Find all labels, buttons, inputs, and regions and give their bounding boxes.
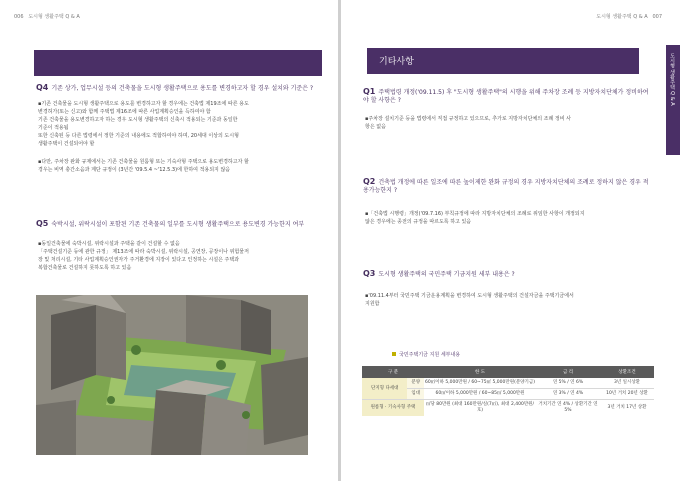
left-running-header <box>14 13 80 20</box>
table-header-cell: 한 도 <box>424 366 536 378</box>
q5-answer-line: 장 및 처리시설, 기타 사업계획승인권자가 주거환경에 지장이 있다고 인정하는 시설은 주택과 <box>38 257 240 263</box>
table-title-text: 국민주택기금 지원 세부내용 <box>399 352 461 358</box>
q4-answer-line: 기존 건축물을 용도변경하고자 하는 경우 도시형 생활주택의 신축시 적용되는 기준과 동일한 <box>38 117 238 123</box>
left-header-band <box>34 50 322 76</box>
section-header-band <box>367 48 639 74</box>
q5-answer-line: ▪동일건축물에 숙박시설, 위락시설과 주택을 같이 건설할 수 없음 <box>38 241 180 247</box>
table-cell: 3년 일시상환 <box>600 378 654 389</box>
q3-question-text: 도시형 생활주택의 국민주택 기금지원 세부 내용은 ? <box>378 271 515 278</box>
right-page-number: 007 <box>652 14 662 20</box>
right-running-title: 도시형 생활주택 Q & A <box>596 14 648 20</box>
q2-question <box>363 178 653 195</box>
q4-question-text: 기존 상가, 업무시설 등의 건축물을 도시형 생활주택으로 용도를 변경하고자 할 경우 설치와 기준은 ? <box>51 85 314 92</box>
q4-answer-line: 경우는 비역 충간소음과 계단 규정이 (3년간 '09.5.4 ~'12.5.3)에 한하여 적용되지 않음 <box>38 167 231 173</box>
q4-answer-line: 변경허가(또는 신고)와 함께 주택법 제16조에 따른 사업계획승인을 득하여야 함 <box>38 109 211 115</box>
q1-question-text: 주택법령 개정('09.11.5) 후 "도시형 생활주택"의 시행을 위해 주차장 조례 등 지방자치단체가 정비하여야 할 사항은 ? <box>363 89 649 104</box>
table-header-cell: 상환조건 <box>600 366 654 378</box>
side-tab <box>666 45 680 155</box>
q4-answer-line: 기준이 적용됨 <box>38 125 69 131</box>
q3-answer-line: 지원함 <box>365 301 380 307</box>
q5-question <box>36 220 321 229</box>
q5-answer <box>38 240 320 272</box>
q1-label: Q1 <box>363 87 376 96</box>
table-cell: 연 5% / 연 6% <box>536 378 600 389</box>
q3-answer <box>365 292 655 308</box>
side-tab-label: 도시형 생활주택 Q & A <box>669 53 675 106</box>
q1-answer-line: 항은 없음 <box>365 124 386 130</box>
table-header-cell: 금 리 <box>536 366 600 378</box>
q1-answer-line: ▪주차장 설치기준 등을 법령에서 직접 규정하고 있으므로, 추가로 지방자치단체의 조례 정비 사 <box>365 116 572 122</box>
q3-question <box>363 270 653 279</box>
table-cell: 3년 거치 17년 상환 <box>607 405 647 410</box>
table-header-row <box>362 366 654 378</box>
table-cell: 60㎡이하 5,000만원 / 60~85㎡ 5,000만원 <box>424 389 536 400</box>
table-cell: 60㎡이하 5,000만원 / 60~75㎡ 5,000만원(분양기금) <box>424 378 536 389</box>
q2-answer-line: ▪「건축법 시행령」개정('09.7.16) 부칙규정에 따라 지방자치단체의 조례로 위임한 사항이 개정되지 <box>365 211 585 217</box>
q4-label: Q4 <box>36 83 49 92</box>
q3-label: Q3 <box>363 269 376 278</box>
table-cell: 단지형 다세대 <box>362 378 407 400</box>
q1-question <box>363 88 653 105</box>
left-page-number: 006 <box>14 14 24 20</box>
q4-answer-line: 또한 신축된 등 다른 법령에서 정한 기준의 내용에도 적합하여야 하며, 20세대 이상의 도시형 <box>38 133 239 139</box>
housing-complex-illustration <box>36 295 308 455</box>
q4-question <box>36 84 316 93</box>
q4-answer-line: 생활주택이 건설되어야 할 <box>38 141 95 147</box>
table-title <box>392 351 460 358</box>
fund-support-table <box>362 366 654 416</box>
table-cell: 임대 <box>407 389 424 400</box>
q1-answer <box>365 115 655 131</box>
table-row <box>362 378 654 389</box>
q2-answer <box>365 210 655 226</box>
table-cell: 연 3% / 연 4% <box>536 389 600 400</box>
table-row <box>362 400 654 417</box>
q2-question-text: 건축법 개정에 따른 일조에 따른 높이제한 완화 규정의 경우 지방자치단체의 조례로 정하지 않은 경우 적용가능한지 ? <box>363 179 649 194</box>
q2-answer-line: 않은 경우에는 종전의 규정을 따르도록 하고 있음 <box>365 219 472 225</box>
housing-complex-rendering <box>36 295 308 455</box>
q5-label: Q5 <box>36 219 49 228</box>
q4-answer <box>38 100 320 174</box>
table-cell: 10년 거치 20년 상환 <box>600 389 654 400</box>
q2-label: Q2 <box>363 177 376 186</box>
table-header-cell: 구 분 <box>362 366 424 378</box>
table-cell: 분양 <box>407 378 424 389</box>
section-title: 기타사항 <box>379 57 414 67</box>
left-running-title: 도시형 생활주택 Q & A <box>28 14 80 20</box>
left-page <box>0 0 338 481</box>
table-cell: ㎡당 80만원 (최대 160만원/실(7㎡), 최대 2,400만원/호) <box>425 402 535 413</box>
table-cell: 원룸형 · 기숙사형 주택 <box>362 400 424 417</box>
q4-answer-line: ▪기존 건축물을 도시형 생활주택으로 용도를 변경하고자 할 경우에는 건축법 제19조에 따른 용도 <box>38 101 249 107</box>
right-running-header <box>596 13 662 20</box>
q5-answer-line: 「주택건설기준 등에 관한 규정」 제13조에 따라 숙박시설, 위락시설, 공연장, 공장이나 위험물저 <box>38 249 249 255</box>
q3-answer-line: ▪'09.11.4부터 국민주택 기금운용계획을 변경하여 도시형 생활주택의 건설자금을 주택기금에서 <box>365 293 574 299</box>
q5-question-text: 숙박시설, 위락시설이 포함된 기존 건축물의 일부를 도시형 생활주택으로 용도변경 가능한지 여부 <box>51 221 305 228</box>
table-cell: 거치기간 연 4% / 상환기간 연 5% <box>538 402 598 413</box>
q4-answer-line: ▪다만, 주차장 완화 규제에서는 기존 건축물을 원룸형 또는 기숙사형 주택으로 용도변경하고자 할 <box>38 159 249 165</box>
bullet-square-icon <box>392 352 396 356</box>
q5-answer-line: 복합건축물로 건설하지 못하도록 하고 있음 <box>38 265 132 271</box>
